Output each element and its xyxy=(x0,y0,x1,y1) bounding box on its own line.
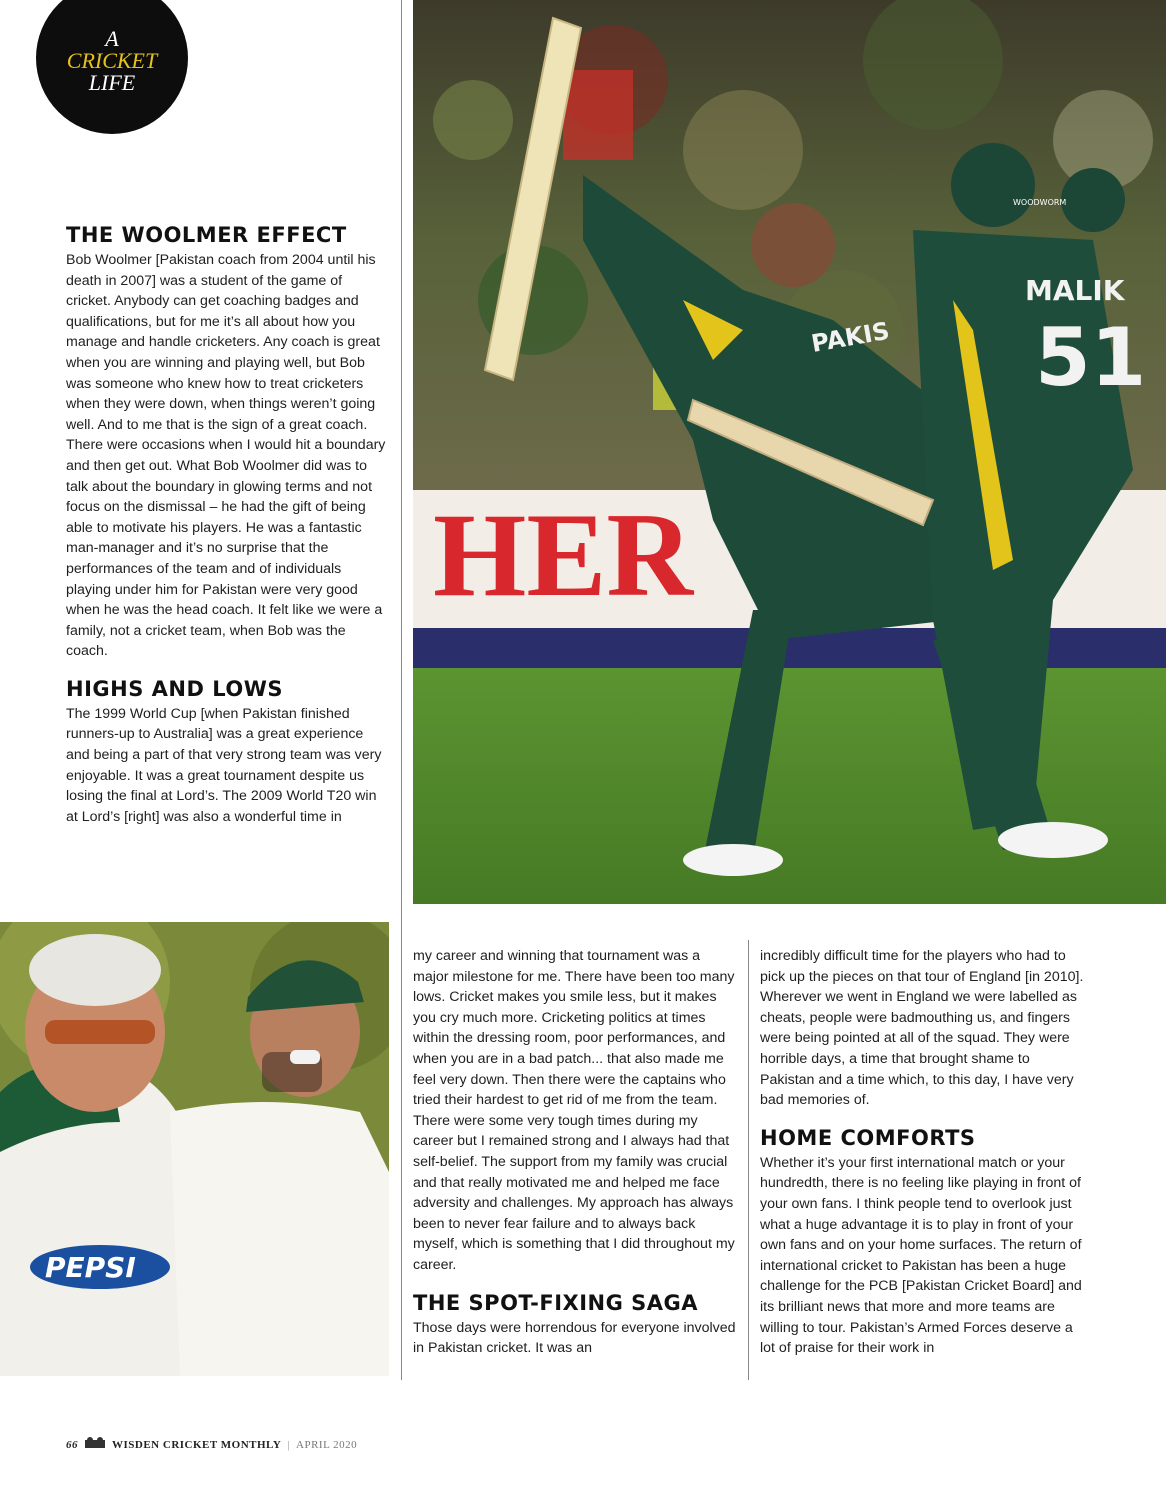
shirt-right-number: 51 xyxy=(1035,311,1147,404)
badge-line-a: A xyxy=(105,26,119,51)
heading-spot-fixing-saga: THE SPOT-FIXING SAGA xyxy=(413,1290,699,1315)
heading-woolmer-effect: THE WOOLMER EFFECT xyxy=(66,223,347,247)
page-number: 66 xyxy=(66,1438,78,1451)
body-spot-fixing-part2: incredibly difficult time for the players who had to pick up the pieces on that tour of England [in 2010]. Wherever we went in England we were labelled as cheats, people were badmouthing us, and fingers were being pointed at all of the squad. They were horrible days, a time that brought shame to Pakistan and a time which, to this day, I have very bad memories of. xyxy=(760,948,1084,1109)
column-divider-top xyxy=(401,0,402,1380)
wisden-logo-icon xyxy=(84,1437,106,1452)
heading-highs-and-lows: HIGHS AND LOWS xyxy=(66,676,283,701)
page-footer xyxy=(66,1437,357,1452)
magazine-name: WISDEN CRICKET MONTHLY xyxy=(112,1438,282,1451)
body-highs-and-lows-part1: The 1999 World Cup [when Pakistan finished runners-up to Australia] was a great experience and being a part of that very strong team was very enjoyable. It was a great tournament despite us losing the final at Lord’s. The 2009 World T20 win at Lord’s [right] was also a wonderful time in xyxy=(66,705,382,825)
main-photo-celebration xyxy=(413,0,1166,904)
body-woolmer-effect: Bob Woolmer [Pakistan coach from 2004 until his death in 2007] was a student of the game of cricket. Anybody can get coaching badges and qualifications, but for me it’s all about how you manage and handle cricketers. Any coach is great when you are winning and playing well, but Bob was someone who knew how to treat cricketers when they were down, when things weren’t going well. And to me that is the sign of a great coach. There were occasions when I would hit a boundary and then get out. What Bob Woolmer did was to talk about the boundary in glowing terms and not focus on the dismissal – he had the gift of being able to motivate his players. He was a fantastic man-manager and it’s no surprise that the performances of the team and of individuals playing under him for Pakistan were very good when he was the head coach. It felt like we were a family, not a cricket team, when Bob was the coach. xyxy=(66,252,386,660)
body-home-comforts: Whether it’s your first international match or your hundredth, there is no feeling like playing in front of your own fans. I think people tend to overlook just what a huge advantage it is to play in front of your own fans and on your home surfaces. The return of international cricket to Pakistan has been a huge challenge for the PCB [Pakistan Cricket Board] and its brilliant news that more and more teams are willing to tour. Pakistan’s Armed Forces deserve a lot of praise for their work in xyxy=(760,1154,1082,1357)
heading-home-comforts: HOME COMFORTS xyxy=(760,1125,976,1150)
photo-woolmer-and-player xyxy=(0,922,389,1376)
section-badge xyxy=(36,0,188,134)
footer-separator: | xyxy=(287,1438,291,1451)
helmet-brand-text: WOODWORM xyxy=(1013,198,1067,207)
body-highs-and-lows-part2: my career and winning that tournament was a major milestone for me. There have been too many lows. Cricket makes you smile less, but it makes you cry much more. Cricketing politics at times within the dressing room, poor performances, and when you are in a bad patch... that also made me feel very down. Then there were the captains who tried their hardest to get rid of me from the team. There were some very tough times during my career but I remained strong and I always had that self-belief. The support from my family was crucial and that really motivated me and helped me face adversity and challenges. My approach has always been to never fear failure and to always back myself, which is something that I did throughout my career. xyxy=(413,948,735,1273)
shirt-left-text: PAKIS xyxy=(809,316,892,358)
badge-line-cricket: CRICKET xyxy=(66,48,158,73)
column-right xyxy=(760,946,1085,1359)
issue-date: APRIL 2020 xyxy=(296,1438,358,1451)
banner-text: HER xyxy=(433,488,694,621)
body-spot-fixing-part1: Those days were horrendous for everyone involved in Pakistan cricket. It was an xyxy=(413,1319,736,1357)
badge-line-life: LIFE xyxy=(88,70,136,95)
shirt-sponsor-text: PEPSI xyxy=(45,1251,136,1284)
column-left xyxy=(66,220,388,827)
column-divider-bottom xyxy=(748,940,749,1380)
shirt-right-name: MALIK xyxy=(1025,274,1125,307)
column-middle xyxy=(413,946,738,1359)
